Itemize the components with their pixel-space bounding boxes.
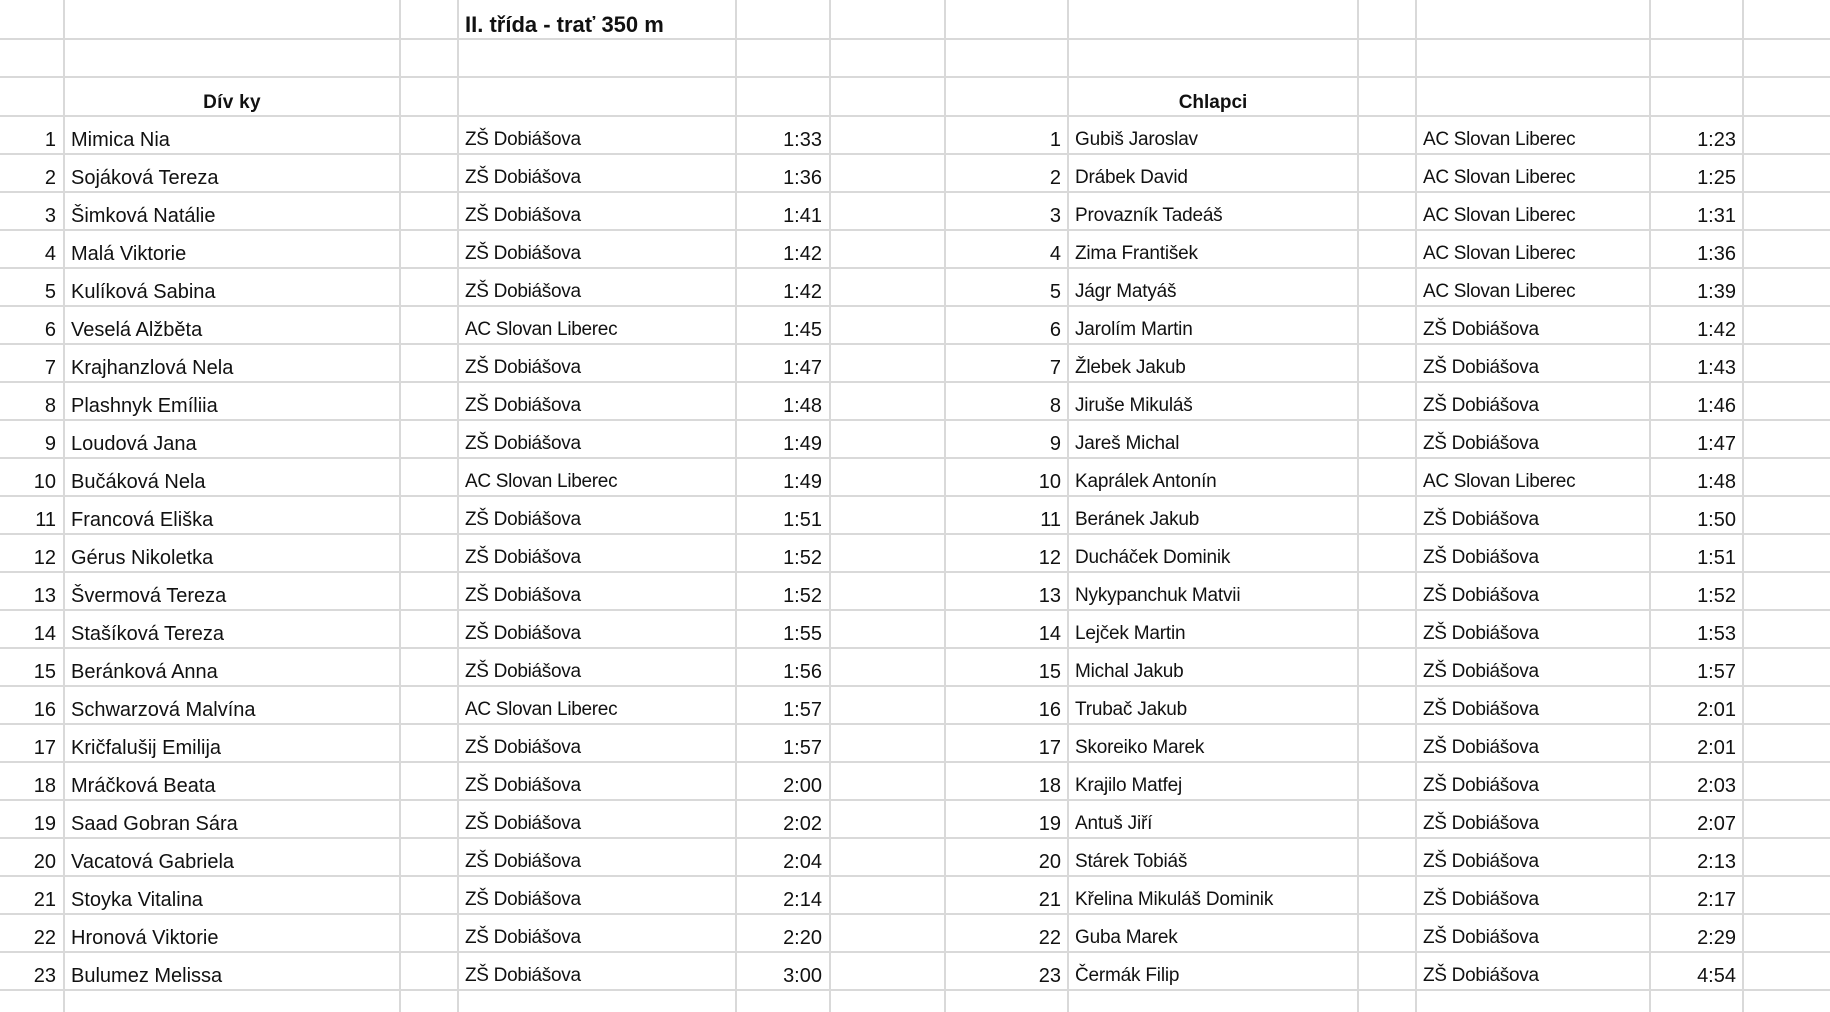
girl-time: 1:52 xyxy=(783,547,822,569)
girl-rank: 18 xyxy=(33,775,56,797)
girl-name: Gérus Nikoletka xyxy=(71,547,214,569)
boy-club: ZŠ Dobiášova xyxy=(1423,509,1539,530)
table-row xyxy=(0,117,1830,155)
girl-rank: 13 xyxy=(33,585,56,607)
girl-club: ZŠ Dobiášova xyxy=(465,775,581,796)
girl-club: ZŠ Dobiášova xyxy=(465,889,581,910)
girl-rank: 3 xyxy=(44,205,56,227)
boy-name: Lejček Martin xyxy=(1075,623,1186,644)
girl-club: ZŠ Dobiášova xyxy=(465,851,581,872)
girl-rank: 8 xyxy=(44,395,56,417)
girl-time: 2:04 xyxy=(783,851,822,873)
boy-name: Žlebek Jakub xyxy=(1075,357,1186,378)
girl-club: ZŠ Dobiášova xyxy=(465,167,581,188)
boy-club: ZŠ Dobiášova xyxy=(1423,851,1539,872)
girl-rank: 16 xyxy=(33,699,56,721)
boy-rank: 21 xyxy=(1038,889,1061,911)
boy-club: ZŠ Dobiášova xyxy=(1423,965,1539,986)
boy-time: 1:50 xyxy=(1697,509,1736,531)
empty-row xyxy=(0,989,1830,1012)
girl-name: Kulíková Sabina xyxy=(71,281,216,303)
girl-rank: 19 xyxy=(33,813,56,835)
boy-time: 2:13 xyxy=(1697,851,1736,873)
girl-time: 1:55 xyxy=(783,623,822,645)
girl-time: 1:45 xyxy=(783,319,822,341)
boy-club: ZŠ Dobiášova xyxy=(1423,357,1539,378)
girl-rank: 21 xyxy=(33,889,56,911)
boy-club: ZŠ Dobiášova xyxy=(1423,623,1539,644)
girl-name: Veselá Alžběta xyxy=(71,319,203,341)
girl-rank: 11 xyxy=(35,509,56,531)
table-row xyxy=(0,649,1830,687)
girl-name: Plashnyk Emíliia xyxy=(71,395,218,417)
girl-name: Bučáková Nela xyxy=(71,471,206,493)
girl-rank: 15 xyxy=(33,661,56,683)
girl-name: Francová Eliška xyxy=(71,509,214,531)
girl-time: 1:42 xyxy=(783,281,822,303)
boy-name: Jágr Matyáš xyxy=(1075,281,1177,302)
girl-rank: 4 xyxy=(44,243,56,265)
boy-rank: 9 xyxy=(1049,433,1061,455)
boy-club: AC Slovan Liberec xyxy=(1423,243,1576,264)
boy-rank: 16 xyxy=(1038,699,1061,721)
girl-club: ZŠ Dobiášova xyxy=(465,433,581,454)
table-row xyxy=(0,345,1830,383)
girl-time: 1:41 xyxy=(783,205,822,227)
boy-club: ZŠ Dobiášova xyxy=(1423,395,1539,416)
boy-club: ZŠ Dobiášova xyxy=(1423,889,1539,910)
boy-rank: 8 xyxy=(1049,395,1061,417)
girls-header: Dív ky xyxy=(203,92,261,113)
table-row xyxy=(0,763,1830,801)
boy-time: 2:03 xyxy=(1697,775,1736,797)
boy-rank: 7 xyxy=(1049,357,1061,379)
boy-rank: 15 xyxy=(1038,661,1061,683)
girl-name: Vacatová Gabriela xyxy=(71,851,235,873)
table-row xyxy=(0,459,1830,497)
girl-time: 1:56 xyxy=(783,661,822,683)
boy-time: 1:25 xyxy=(1697,167,1736,189)
table-row xyxy=(0,383,1830,421)
girl-rank: 5 xyxy=(44,281,56,303)
girl-time: 2:00 xyxy=(783,775,822,797)
boy-time: 2:17 xyxy=(1697,889,1736,911)
boy-name: Kaprálek Antonín xyxy=(1075,471,1217,492)
boy-name: Zima František xyxy=(1075,243,1198,264)
girl-time: 3:00 xyxy=(783,965,822,987)
boy-time: 1:53 xyxy=(1697,623,1736,645)
girl-rank: 14 xyxy=(33,623,56,645)
table-row xyxy=(0,915,1830,953)
boy-name: Nykypanchuk Matvii xyxy=(1075,585,1241,606)
girl-time: 1:47 xyxy=(783,357,822,379)
boy-club: AC Slovan Liberec xyxy=(1423,129,1576,150)
boy-rank: 17 xyxy=(1038,737,1061,759)
boy-club: ZŠ Dobiášova xyxy=(1423,547,1539,568)
girl-rank: 12 xyxy=(33,547,56,569)
girl-club: ZŠ Dobiášova xyxy=(465,965,581,986)
girl-rank: 22 xyxy=(33,927,56,949)
boy-club: ZŠ Dobiášova xyxy=(1423,661,1539,682)
boy-club: AC Slovan Liberec xyxy=(1423,167,1576,188)
boy-club: ZŠ Dobiášova xyxy=(1423,319,1539,340)
girl-time: 1:49 xyxy=(783,433,822,455)
girl-rank: 6 xyxy=(44,319,56,341)
girl-name: Švermová Tereza xyxy=(71,585,227,607)
boy-name: Jareš Michal xyxy=(1075,433,1180,454)
boy-name: Antuš Jiří xyxy=(1075,813,1153,834)
boy-time: 1:23 xyxy=(1697,129,1736,151)
girl-club: ZŠ Dobiášova xyxy=(465,585,581,606)
table-row xyxy=(0,535,1830,573)
girl-rank: 17 xyxy=(33,737,56,759)
girl-name: Schwarzová Malvína xyxy=(71,699,256,721)
boy-rank: 19 xyxy=(1038,813,1061,835)
girl-club: ZŠ Dobiášova xyxy=(465,737,581,758)
table-row xyxy=(0,231,1830,269)
boy-name: Jarolím Martin xyxy=(1075,319,1193,340)
boy-time: 1:42 xyxy=(1697,319,1736,341)
table-row xyxy=(0,839,1830,877)
boy-time: 1:36 xyxy=(1697,243,1736,265)
girl-rank: 7 xyxy=(44,357,56,379)
boy-time: 1:48 xyxy=(1697,471,1736,493)
girl-name: Sojáková Tereza xyxy=(71,167,219,189)
girl-name: Mimica Nia xyxy=(71,129,170,151)
girl-rank: 23 xyxy=(33,965,56,987)
table-row xyxy=(0,421,1830,459)
boy-time: 1:57 xyxy=(1697,661,1736,683)
girl-rank: 20 xyxy=(33,851,56,873)
girl-time: 2:02 xyxy=(783,813,822,835)
boy-time: 1:51 xyxy=(1697,547,1736,569)
boy-time: 2:07 xyxy=(1697,813,1736,835)
girl-time: 1:36 xyxy=(783,167,822,189)
boy-rank: 4 xyxy=(1049,243,1061,265)
table-row xyxy=(0,307,1830,345)
table-row xyxy=(0,877,1830,915)
boy-rank: 20 xyxy=(1038,851,1061,873)
boy-club: AC Slovan Liberec xyxy=(1423,281,1576,302)
results-rows xyxy=(0,117,1830,1012)
girl-name: Šimková Natálie xyxy=(71,205,216,227)
girl-club: ZŠ Dobiášova xyxy=(465,509,581,530)
boy-time: 1:47 xyxy=(1697,433,1736,455)
girl-name: Kričfalušij Emilija xyxy=(71,737,222,759)
boy-club: ZŠ Dobiášova xyxy=(1423,699,1539,720)
boy-name: Ducháček Dominik xyxy=(1075,547,1231,568)
boy-rank: 1 xyxy=(1049,129,1061,151)
girl-club: ZŠ Dobiášova xyxy=(465,129,581,150)
boy-rank: 6 xyxy=(1049,319,1061,341)
girl-club: ZŠ Dobiášova xyxy=(465,927,581,948)
table-row xyxy=(0,573,1830,611)
girl-name: Hronová Viktorie xyxy=(71,927,219,949)
boy-rank: 3 xyxy=(1049,205,1061,227)
girl-rank: 2 xyxy=(44,167,56,189)
boy-rank: 10 xyxy=(1038,471,1061,493)
boy-name: Provazník Tadeáš xyxy=(1075,205,1223,226)
girl-name: Bulumez Melissa xyxy=(71,965,223,987)
table-row xyxy=(0,725,1830,763)
girl-rank: 10 xyxy=(33,471,56,493)
boy-club: ZŠ Dobiášova xyxy=(1423,433,1539,454)
boy-club: AC Slovan Liberec xyxy=(1423,205,1576,226)
boy-club: ZŠ Dobiášova xyxy=(1423,813,1539,834)
boy-time: 1:46 xyxy=(1697,395,1736,417)
girl-name: Stoyka Vitalina xyxy=(71,889,203,911)
girl-time: 1:42 xyxy=(783,243,822,265)
boy-club: AC Slovan Liberec xyxy=(1423,471,1576,492)
girl-club: ZŠ Dobiášova xyxy=(465,205,581,226)
boy-name: Michal Jakub xyxy=(1075,661,1184,682)
boy-name: Gubiš Jaroslav xyxy=(1075,129,1198,150)
boy-club: ZŠ Dobiášova xyxy=(1423,927,1539,948)
boy-rank: 11 xyxy=(1040,509,1061,531)
girl-name: Loudová Jana xyxy=(71,433,197,455)
girl-club: ZŠ Dobiášova xyxy=(465,357,581,378)
table-row xyxy=(0,801,1830,839)
girl-club: AC Slovan Liberec xyxy=(465,319,618,340)
sheet-title: II. třída - trať 350 m xyxy=(465,12,664,37)
boy-time: 4:54 xyxy=(1697,965,1736,987)
boy-rank: 14 xyxy=(1038,623,1061,645)
girl-time: 2:20 xyxy=(783,927,822,949)
table-row xyxy=(0,497,1830,535)
girl-name: Saad Gobran Sára xyxy=(71,813,238,835)
girl-time: 1:33 xyxy=(783,129,822,151)
girl-club: AC Slovan Liberec xyxy=(465,699,618,720)
boy-club: ZŠ Dobiášova xyxy=(1423,737,1539,758)
table-row xyxy=(0,611,1830,649)
boy-rank: 18 xyxy=(1038,775,1061,797)
girl-name: Krajhanzlová Nela xyxy=(71,357,234,379)
table-row xyxy=(0,155,1830,193)
girl-rank: 9 xyxy=(44,433,56,455)
boy-name: Čermák Filip xyxy=(1075,965,1180,986)
boy-name: Drábek David xyxy=(1075,167,1188,188)
boy-rank: 12 xyxy=(1038,547,1061,569)
boy-rank: 23 xyxy=(1038,965,1061,987)
girl-club: ZŠ Dobiášova xyxy=(465,813,581,834)
boy-rank: 13 xyxy=(1038,585,1061,607)
table-row xyxy=(0,269,1830,307)
girl-club: ZŠ Dobiášova xyxy=(465,623,581,644)
girl-club: ZŠ Dobiášova xyxy=(465,281,581,302)
girl-time: 1:57 xyxy=(783,699,822,721)
boy-name: Jiruše Mikuláš xyxy=(1075,395,1193,416)
girl-time: 1:49 xyxy=(783,471,822,493)
girl-name: Mráčková Beata xyxy=(71,775,216,797)
girl-club: ZŠ Dobiášova xyxy=(465,547,581,568)
girl-club: ZŠ Dobiášova xyxy=(465,395,581,416)
table-row xyxy=(0,953,1830,991)
table-row xyxy=(0,687,1830,725)
boys-header: Chlapci xyxy=(1178,92,1248,113)
girl-club: ZŠ Dobiášova xyxy=(465,661,581,682)
girl-club: AC Slovan Liberec xyxy=(465,471,618,492)
boy-name: Skoreiko Marek xyxy=(1075,737,1205,758)
boy-name: Beránek Jakub xyxy=(1075,509,1200,530)
boy-club: ZŠ Dobiášova xyxy=(1423,775,1539,796)
boy-name: Trubač Jakub xyxy=(1075,699,1188,720)
boy-rank: 22 xyxy=(1038,927,1061,949)
boy-time: 1:43 xyxy=(1697,357,1736,379)
girl-club: ZŠ Dobiášova xyxy=(465,243,581,264)
table-row xyxy=(0,193,1830,231)
boy-name: Guba Marek xyxy=(1075,927,1178,948)
girl-name: Stašíková Tereza xyxy=(71,623,225,645)
girl-time: 1:48 xyxy=(783,395,822,417)
boy-name: Stárek Tobiáš xyxy=(1075,851,1188,872)
girl-time: 1:57 xyxy=(783,737,822,759)
girl-time: 1:52 xyxy=(783,585,822,607)
girl-time: 1:51 xyxy=(783,509,822,531)
boy-rank: 5 xyxy=(1049,281,1061,303)
boy-time: 1:52 xyxy=(1697,585,1736,607)
boy-name: Křelina Mikuláš Dominik xyxy=(1075,889,1274,910)
boy-time: 2:01 xyxy=(1697,699,1736,721)
girl-name: Beránková Anna xyxy=(71,661,218,683)
boy-name: Krajilo Matfej xyxy=(1075,775,1183,796)
boy-time: 2:01 xyxy=(1697,737,1736,759)
girl-name: Malá Viktorie xyxy=(71,243,187,265)
boy-rank: 2 xyxy=(1049,167,1061,189)
boy-time: 2:29 xyxy=(1697,927,1736,949)
boy-time: 1:39 xyxy=(1697,281,1736,303)
boy-time: 1:31 xyxy=(1697,205,1736,227)
girl-time: 2:14 xyxy=(783,889,822,911)
girl-rank: 1 xyxy=(44,129,56,151)
boy-club: ZŠ Dobiášova xyxy=(1423,585,1539,606)
